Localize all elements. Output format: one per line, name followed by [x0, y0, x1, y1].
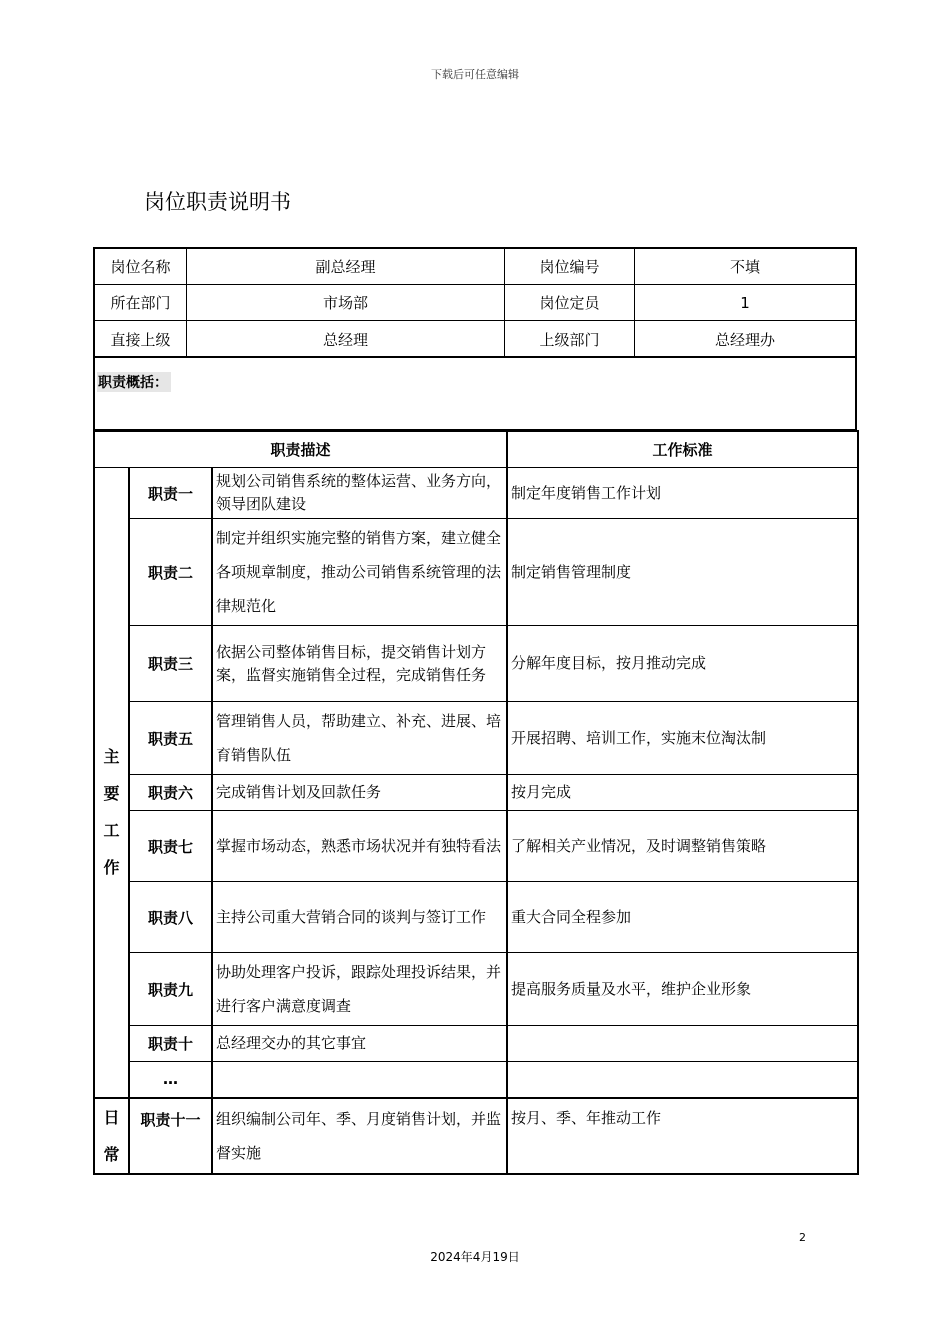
table-row: [94, 519, 858, 626]
table-row: [94, 1062, 858, 1098]
info-value: 市场部: [187, 285, 505, 320]
info-value: 1: [740, 293, 750, 312]
duty-standard: 按月、季、年推动工作: [507, 1098, 858, 1174]
duty-name: 职责五: [129, 702, 212, 775]
duty-description: [212, 1062, 507, 1098]
table-row: [94, 1026, 858, 1062]
duty-name: 职责六: [129, 775, 212, 811]
duty-description: 管理销售人员，帮助建立、补充、进展、培育销售队伍: [212, 702, 507, 775]
duty-name: 职责一: [129, 468, 212, 519]
section-char: 要: [103, 784, 120, 804]
duty-description: 掌握市场动态，熟悉市场状况并有独特看法: [212, 811, 507, 882]
duty-description: 规划公司销售系统的整体运营、业务方向，领导团队建设: [212, 468, 507, 519]
info-label: 岗位编号: [505, 249, 635, 284]
table-row: [94, 953, 858, 1026]
duty-standard: 制定销售管理制度: [507, 519, 858, 626]
table-row: [94, 775, 858, 811]
section-char: 工: [103, 821, 120, 841]
duty-name: 职责七: [129, 811, 212, 882]
duty-standard: 分解年度目标，按月推动完成: [507, 626, 858, 702]
info-value: 副总经理: [187, 249, 505, 284]
duty-description: 主持公司重大营销合同的谈判与签订工作: [212, 882, 507, 953]
table-row: [94, 1098, 858, 1174]
main-work-section: [94, 468, 129, 1098]
info-label: 直接上级: [95, 321, 187, 357]
duty-standard: [507, 1062, 858, 1098]
duty-description: 协助处理客户投诉，跟踪处理投诉结果，并进行客户满意度调查: [212, 953, 507, 1026]
info-value: 不填: [729, 258, 760, 276]
duty-name: 职责三: [129, 626, 212, 702]
duty-name: 职责十: [129, 1026, 212, 1062]
section-char: 作: [103, 858, 120, 878]
table-row: [94, 811, 858, 882]
duty-standard: 开展招聘、培训工作，实施末位淘汰制: [507, 702, 858, 775]
info-label: 岗位名称: [95, 249, 187, 284]
duty-standard: 了解相关产业情况，及时调整销售策略: [507, 811, 858, 882]
duty-name: 职责二: [129, 519, 212, 626]
duty-description: 制定并组织实施完整的销售方案，建立健全各项规章制度，推动公司销售系统管理的法律规范化: [212, 519, 507, 626]
footer-date: 2024年4月19日: [430, 1250, 520, 1264]
description-header: 职责描述: [94, 431, 507, 468]
duty-name: 职责九: [129, 953, 212, 1026]
duty-standard: 按月完成: [507, 775, 858, 811]
duty-description: 依据公司整体销售目标，提交销售计划方案，监督实施销售全过程，完成销售任务: [212, 626, 507, 702]
duty-description: 总经理交办的其它事宜: [212, 1026, 507, 1062]
table-row: [94, 702, 858, 775]
info-row: [95, 285, 855, 321]
table-row: [94, 468, 858, 519]
duties-header-row: [94, 431, 858, 468]
duties-table: [93, 430, 859, 1175]
position-info-table: [93, 247, 857, 357]
daily-work-section: [94, 1098, 129, 1174]
standard-header: 工作标准: [507, 431, 858, 468]
duty-name: 职责十一: [129, 1098, 212, 1174]
info-row: [95, 249, 855, 285]
summary-box: [93, 356, 857, 431]
duty-standard: 提高服务质量及水平，维护企业形象: [507, 953, 858, 1026]
info-value: 总经理办: [714, 330, 775, 349]
duty-standard: 制定年度销售工作计划: [507, 468, 858, 519]
duty-description: 完成销售计划及回款任务: [212, 775, 507, 811]
duty-standard: [507, 1026, 858, 1062]
duty-standard: 重大合同全程参加: [507, 882, 858, 953]
section-char: 常: [103, 1144, 120, 1164]
header-note: 下载后可任意编辑: [431, 68, 519, 81]
table-row: [94, 626, 858, 702]
duty-description: 组织编制公司年、季、月度销售计划，并监督实施: [212, 1098, 507, 1174]
info-label: 岗位定员: [505, 285, 635, 320]
section-char: 日: [103, 1107, 120, 1127]
page-title: 岗位职责说明书: [144, 190, 291, 214]
summary-label: 职责概括：: [97, 372, 171, 392]
duty-name: …: [129, 1062, 212, 1098]
duty-name: 职责八: [129, 882, 212, 953]
page-number: 2: [799, 1231, 806, 1244]
info-row: [95, 321, 855, 357]
info-label: 上级部门: [505, 321, 635, 357]
table-row: [94, 882, 858, 953]
section-char: 主: [103, 747, 120, 767]
info-label: 所在部门: [95, 285, 187, 320]
info-value: 总经理: [187, 321, 505, 357]
